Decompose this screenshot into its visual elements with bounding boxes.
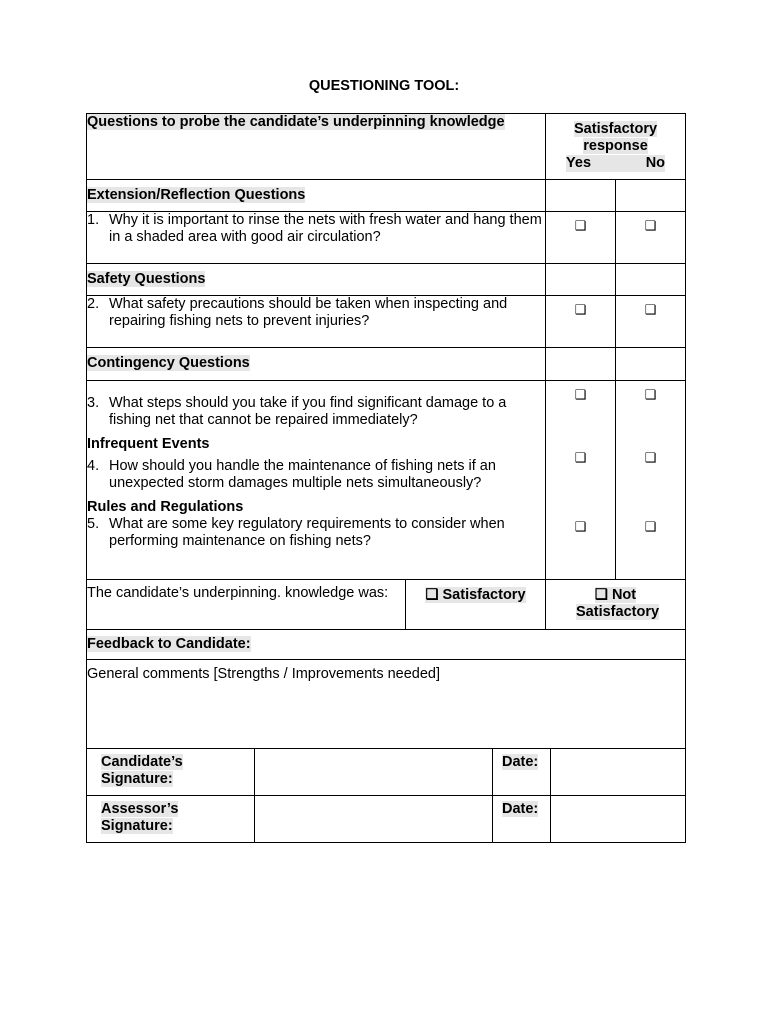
assessor-date-field[interactable] bbox=[551, 796, 686, 843]
question-3-number: 3. bbox=[87, 395, 100, 411]
feedback-heading-cell bbox=[87, 630, 686, 660]
response-header-label: Satisfactory response bbox=[574, 121, 658, 154]
question-5-number: 5. bbox=[87, 516, 100, 532]
q5-yes-checkbox[interactable]: ❑ bbox=[574, 519, 587, 534]
contingency-questions bbox=[87, 381, 546, 580]
extension-heading-cell bbox=[87, 180, 546, 212]
question-3-text: What steps should you take if you find significant damage to a fishing net that cannot be repaired immediately? bbox=[109, 395, 507, 428]
assessor-date-label-cell bbox=[493, 796, 551, 843]
not-satisfactory-option[interactable] bbox=[546, 580, 686, 630]
safety-heading-cell bbox=[87, 264, 546, 296]
question-2-number: 2. bbox=[87, 296, 100, 312]
q1-no-checkbox[interactable]: ❑ bbox=[644, 218, 657, 233]
general-comments-label: General comments [Strengths / Improvements needed] bbox=[87, 666, 441, 682]
satisfactory-label: ❑ Satisfactory bbox=[425, 587, 526, 603]
question-2-text: What safety precautions should be taken when inspecting and repairing fishing nets to prevent injuries? bbox=[109, 296, 508, 329]
question-4-text: How should you handle the maintenance of fishing nets if an unexpected storm damages multiple nets simultaneously? bbox=[109, 458, 496, 491]
contingency-heading: Contingency Questions bbox=[87, 355, 250, 371]
candidate-date-label-cell bbox=[493, 749, 551, 796]
q5-no-checkbox[interactable]: ❑ bbox=[644, 519, 657, 534]
question-4-number: 4. bbox=[87, 458, 100, 474]
question-1 bbox=[87, 212, 546, 264]
yes-label: Yes bbox=[566, 155, 592, 171]
candidate-signature-label: Candidate’s Signature: bbox=[101, 754, 183, 787]
question-2 bbox=[87, 296, 546, 348]
assessor-signature-label: Assessor’s Signature: bbox=[101, 801, 179, 834]
questioning-table bbox=[86, 113, 686, 749]
question-1-text: Why it is important to rinse the nets with fresh water and hang them in a shaded area with good air circulation? bbox=[109, 212, 542, 245]
signature-table bbox=[86, 748, 686, 843]
not-satisfactory-label: ❑ Not Satisfactory bbox=[576, 587, 660, 620]
page-title: QUESTIONING TOOL: bbox=[308, 78, 460, 94]
feedback-heading: Feedback to Candidate: bbox=[87, 636, 251, 652]
result-label: The candidate’s underpinning. knowledge was: bbox=[87, 585, 389, 601]
assessor-date-label: Date: bbox=[502, 801, 539, 817]
contingency-heading-cell bbox=[87, 348, 546, 381]
result-label-cell bbox=[87, 580, 406, 630]
assessor-signature-label-cell bbox=[87, 796, 255, 843]
response-header bbox=[546, 114, 686, 180]
rules-regulations-heading: Rules and Regulations bbox=[87, 499, 244, 515]
q1-yes-checkbox[interactable]: ❑ bbox=[574, 218, 587, 233]
q3-no-checkbox[interactable]: ❑ bbox=[644, 387, 657, 402]
q3-yes-checkbox[interactable]: ❑ bbox=[574, 387, 587, 402]
q2-no-checkbox[interactable]: ❑ bbox=[644, 302, 657, 317]
questions-header-label: Questions to probe the candidate’s underpinning knowledge bbox=[87, 114, 505, 130]
assessor-signature-field[interactable] bbox=[255, 796, 493, 843]
no-label: No bbox=[645, 155, 666, 171]
candidate-date-field[interactable] bbox=[551, 749, 686, 796]
extension-heading: Extension/Reflection Questions bbox=[87, 187, 306, 203]
candidate-signature-field[interactable] bbox=[255, 749, 493, 796]
general-comments-field[interactable] bbox=[87, 660, 686, 749]
q4-yes-checkbox[interactable]: ❑ bbox=[574, 450, 587, 465]
q4-no-checkbox[interactable]: ❑ bbox=[644, 450, 657, 465]
question-1-number: 1. bbox=[87, 212, 100, 228]
infrequent-events-heading: Infrequent Events bbox=[87, 436, 210, 452]
candidate-signature-label-cell bbox=[87, 749, 255, 796]
questions-header bbox=[87, 114, 546, 180]
q2-yes-checkbox[interactable]: ❑ bbox=[574, 302, 587, 317]
question-5-text: What are some key regulatory requirements to consider when performing maintenance on fishing nets? bbox=[109, 516, 505, 549]
safety-heading: Safety Questions bbox=[87, 271, 206, 287]
candidate-date-label: Date: bbox=[502, 754, 539, 770]
satisfactory-option[interactable] bbox=[406, 580, 546, 630]
